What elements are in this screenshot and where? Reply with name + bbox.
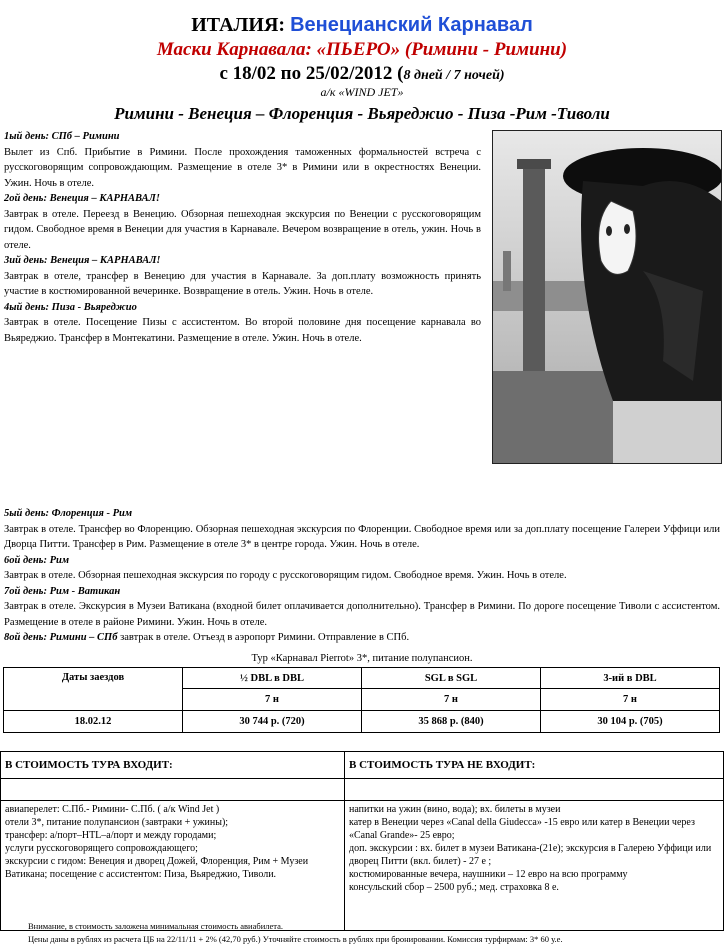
list-item: напитки на ужин (вино, вода); вх. билеты в музеи xyxy=(349,804,561,815)
page-title xyxy=(0,14,724,37)
list-item: катер в Венеции через «Canal della Giudecca» -15 евро или катер в Венеции через «Canal Grande»- 25 евро; xyxy=(349,817,695,841)
included-list xyxy=(1,801,345,931)
day-4 xyxy=(4,300,481,347)
day-title: 6ой день: Рим xyxy=(4,554,70,566)
inclusions-table xyxy=(0,751,724,931)
list-item: трансфер: а/порт–HTL–а/порт и между городами; xyxy=(5,830,217,841)
country-label: ИТАЛИЯ: xyxy=(191,14,286,36)
duration-label: 8 дней / 7 ночей) xyxy=(403,68,505,83)
price-cell: 30 104 р. (705) xyxy=(541,711,720,733)
day-5 xyxy=(4,506,720,553)
list-item: услуги русскоговорящего сопровождающего; xyxy=(5,843,198,854)
list-item: консульский сбор – 2500 руб.; мед. страховка 8 е. xyxy=(349,882,559,893)
list-item: отели 3*, питание полупансион (завтраки + ужины); xyxy=(5,817,229,828)
price-caption: Тур «Карнавал Pierrot» 3*, питание полупансион. xyxy=(251,653,473,664)
day-text: Завтрак в отеле. Обзорная пешеходная экскурсия по городу с русскоговорящим гидом. Свободное время. Ужин. Ночь в отеле. xyxy=(4,570,567,581)
col-dates-header: Даты заездов xyxy=(4,668,183,711)
day-text: Завтрак в отеле, трансфер в Венецию для участия в Карнавале. За доп.плату возможность принять участие в костюмированной вечеринке. Возвращение в отель. Ужин. Ночь в отеле. xyxy=(4,270,481,297)
day-text: завтрак в отеле. Отъезд в аэропорт Римини. Отправление в СПб. xyxy=(120,632,410,643)
day-text: Завтрак в отеле. Экскурсия в Музеи Ватикана (входной билет оплачивается дополнительно). Трансфер в Римини. По дороге посещение Тиволи с ассистентом. Размещение в отеле в районе Римини. Ужин. Ночь в отеле. xyxy=(4,601,720,628)
event-label: Венецианский Карнавал xyxy=(290,14,533,36)
day-8 xyxy=(4,630,720,646)
list-item: экскурсии с гидом: Венеция и дворец Дожей, Флоренция, Рим + Музеи Ватикана; посещение с ассистентом: Пиза, Вьяреджио, Тиволи. xyxy=(5,856,309,880)
day-7 xyxy=(4,584,720,631)
list-item: доп. экскурсии : вх. билет в музеи Ватикана-(21е); экскурсия в Галерею Уффици или дворец Питти (вкл. билет) - 27 е ; xyxy=(349,843,712,867)
day-title: 2ой день: Венеция – КАРНАВАЛ! xyxy=(4,193,160,204)
not-included-list xyxy=(345,801,724,931)
carnival-photo xyxy=(492,130,722,464)
list-item: авиаперелет: С.Пб.- Римини- С.Пб. ( а/к Wind Jet ) xyxy=(5,804,220,815)
day-text: Завтрак в отеле. Переезд в Венецию. Обзорная пешеходная экскурсия по Венеции с русскоговорящим гидом. Свободное время в Венеции для участия в Карнавале. Вечером возвращение в отель, ужин. Ночь в отеле. xyxy=(4,208,481,251)
price-cell: 35 868 р. (840) xyxy=(362,711,541,733)
day-title: 7ой день: Рим - Ватикан xyxy=(4,585,121,597)
list-item: костюмированные вечера, наушники – 12 евро на всю программу xyxy=(349,869,628,880)
price-table xyxy=(3,667,720,733)
day-title: 8ой день: Римини – СПб xyxy=(4,632,121,643)
inclusions-spacer-row xyxy=(1,779,724,801)
inclusions-header-row xyxy=(1,752,724,779)
table-header-row xyxy=(4,668,720,689)
nights-cell: 7 н xyxy=(362,689,541,711)
footer-note-1: Внимание, в стоимость заложена минимальная стоимость авиабилета. xyxy=(28,921,283,931)
price-cell: 30 744 р. (720) xyxy=(183,711,362,733)
tour-dates xyxy=(0,63,724,85)
day-title: 4ый день: Пиза - Вьяреджио xyxy=(4,301,137,313)
tour-name: Маски Карнавала: «ПЬЕРО» (Римини - Римини) xyxy=(156,39,568,60)
included-title: В СТОИМОСТЬ ТУРА ВХОДИТ: xyxy=(1,752,345,779)
day-text: Завтрак в отеле. Посещение Пизы с ассистентом. Во второй половине дня посещение карнавала во Вьяреджио. Трансфер в Монтекатини. Размещение в отеле. Ужин. Ночь в отеле. xyxy=(4,317,481,344)
day-title: 5ый день: Флоренция - Рим xyxy=(4,508,133,519)
date-cell: 18.02.12 xyxy=(4,711,183,733)
day-title: 3ий день: Венеция – КАРНАВАЛ! xyxy=(4,255,161,266)
day-title: 1ый день: СПб – Римини xyxy=(4,131,120,142)
col-header: 3-ий в DBL xyxy=(541,668,720,689)
day-text: Вылет из Спб. Прибытие в Римини. После прохождения таможенных формальностей встреча с русскоговорящим сопровождающим. Размещение в отеле 3* в Римини или в окрестностях Венеции. Ужин. Ночь в отеле. xyxy=(4,146,481,189)
nights-cell: 7 н xyxy=(541,689,720,711)
col-header: ½ DBL в DBL xyxy=(183,668,362,689)
nights-cell: 7 н xyxy=(183,689,362,711)
day-text: Завтрак в отеле. Трансфер во Флоренцию. Обзорная пешеходная экскурсия по Флоренции. Свободное время или за доп.плату посещение Галереи Уффици или Дворца Питти. Трансфер в Рим. Размещение в отеле 3* в центре города. Ужин. Ночь в отеле. xyxy=(4,523,720,550)
not-included-title: В СТОИМОСТЬ ТУРА НЕ ВХОДИТ: xyxy=(345,752,724,779)
inclusions-body-row xyxy=(1,801,724,931)
route-label: Римини - Венеция – Флоренция - Вьяреджио - Пиза -Рим -Тиволи xyxy=(114,104,610,123)
dates-label: с 18/02 по 25/02/2012 ( xyxy=(219,63,404,84)
airline-label: а/к «WIND JET» xyxy=(320,85,404,99)
day-2 xyxy=(4,191,481,253)
days-bottom xyxy=(4,506,720,646)
day-6 xyxy=(4,553,720,584)
table-row xyxy=(4,711,720,733)
day-3 xyxy=(4,253,481,300)
col-header: SGL в SGL xyxy=(362,668,541,689)
days-top xyxy=(4,129,481,346)
day-1 xyxy=(4,129,481,191)
mask-illustration xyxy=(493,131,721,463)
footer-note-2: Цены даны в рублях из расчета ЦБ на 22/11/11 + 2% (42,70 руб.) Уточняйте стоимость в рублях при бронировании. Комиссия турфирмам: 3* 60 у.е. xyxy=(28,934,563,944)
